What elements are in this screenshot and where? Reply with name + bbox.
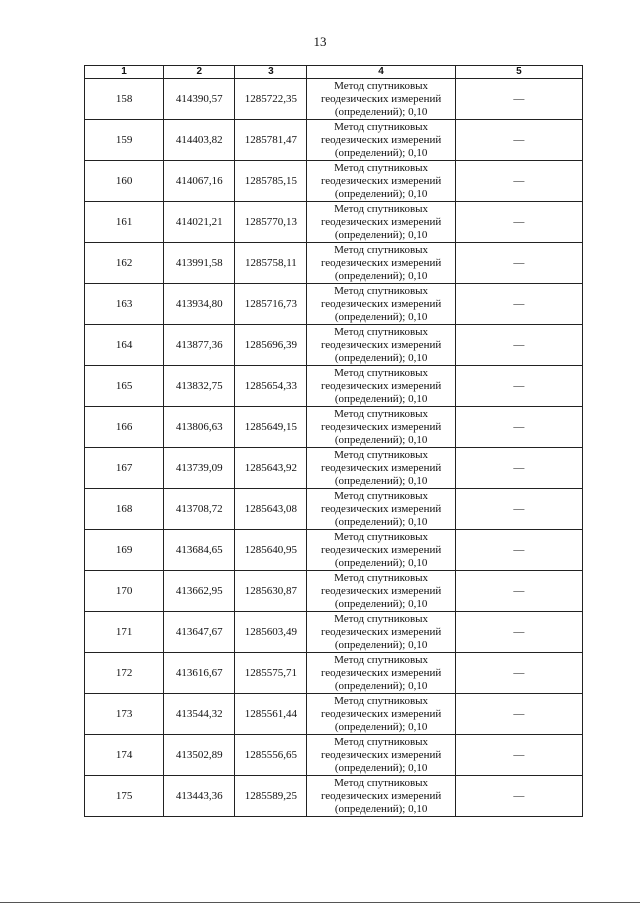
header-col-1: 1 [85,66,164,79]
point-number-cell: 165 [85,366,164,407]
method-cell [307,653,455,694]
y-coordinate-cell: 1285575,71 [235,653,307,694]
method-line: геодезических измерений [320,666,442,679]
x-coordinate-cell: 414403,82 [164,120,235,161]
table-row [85,79,583,120]
method-line: Метод спутниковых [334,694,429,707]
x-coordinate-cell: 413544,32 [164,694,235,735]
empty-value-dash: — [513,749,525,761]
coordinates-table [84,65,583,817]
table-row [85,571,583,612]
x-coordinate-cell: 413832,75 [164,366,235,407]
bottom-edge-line [0,902,640,903]
header-row [85,66,583,79]
table-row [85,202,583,243]
x-coordinate-cell: 413647,67 [164,612,235,653]
col5-cell [455,571,582,612]
y-coordinate-cell: 1285630,87 [235,571,307,612]
empty-value-dash: — [513,503,525,515]
table-row [85,284,583,325]
point-number-cell: 168 [85,489,164,530]
col5-cell [455,202,582,243]
method-line: (определений); 0,10 [334,433,428,446]
x-coordinate-cell: 413662,95 [164,571,235,612]
method-cell [307,79,455,120]
empty-value-dash: — [513,257,525,269]
method-line: (определений); 0,10 [334,556,428,569]
method-line: геодезических измерений [320,338,442,351]
header-col-2: 2 [164,66,235,79]
method-cell [307,571,455,612]
point-number-cell: 166 [85,407,164,448]
method-line: геодезических измерений [320,461,442,474]
method-line: (определений); 0,10 [334,679,428,692]
point-number-cell: 158 [85,79,164,120]
table-body [85,79,583,817]
method-line: геодезических измерений [320,215,442,228]
empty-value-dash: — [513,544,525,556]
col5-cell [455,653,582,694]
method-line: геодезических измерений [320,584,442,597]
col5-cell [455,776,582,817]
header-col-4: 4 [307,66,455,79]
method-line: Метод спутниковых [334,489,429,502]
y-coordinate-cell: 1285770,13 [235,202,307,243]
col5-cell [455,161,582,202]
method-line: (определений); 0,10 [334,515,428,528]
method-line: (определений); 0,10 [334,310,428,323]
table-row [85,530,583,571]
point-number-cell: 162 [85,243,164,284]
table-row [85,366,583,407]
col5-cell [455,448,582,489]
empty-value-dash: — [513,380,525,392]
method-line: геодезических измерений [320,174,442,187]
method-line: Метод спутниковых [334,161,429,174]
method-cell [307,776,455,817]
col5-cell [455,489,582,530]
col5-cell [455,530,582,571]
method-line: (определений); 0,10 [334,228,428,241]
table-row [85,776,583,817]
col5-cell [455,243,582,284]
point-number-cell: 172 [85,653,164,694]
y-coordinate-cell: 1285716,73 [235,284,307,325]
method-cell [307,161,455,202]
x-coordinate-cell: 413739,09 [164,448,235,489]
method-line: Метод спутниковых [334,120,429,133]
method-line: Метод спутниковых [334,776,429,789]
table-row [85,120,583,161]
method-cell [307,694,455,735]
method-line: Метод спутниковых [334,653,429,666]
x-coordinate-cell: 414067,16 [164,161,235,202]
method-line: (определений); 0,10 [334,187,428,200]
method-line: Метод спутниковых [334,79,429,92]
col5-cell [455,79,582,120]
method-cell [307,366,455,407]
y-coordinate-cell: 1285758,11 [235,243,307,284]
method-line: (определений); 0,10 [334,638,428,651]
method-line: (определений); 0,10 [334,720,428,733]
point-number-cell: 171 [85,612,164,653]
y-coordinate-cell: 1285556,65 [235,735,307,776]
y-coordinate-cell: 1285722,35 [235,79,307,120]
method-cell [307,489,455,530]
col5-cell [455,120,582,161]
table-row [85,735,583,776]
table-row [85,407,583,448]
x-coordinate-cell: 414021,21 [164,202,235,243]
table-row [85,653,583,694]
x-coordinate-cell: 413877,36 [164,325,235,366]
method-cell [307,284,455,325]
method-cell [307,448,455,489]
method-line: Метод спутниковых [334,571,429,584]
table-row [85,489,583,530]
empty-value-dash: — [513,93,525,105]
method-line: геодезических измерений [320,707,442,720]
empty-value-dash: — [513,216,525,228]
method-line: Метод спутниковых [334,530,429,543]
method-line: (определений); 0,10 [334,351,428,364]
method-cell [307,120,455,161]
method-cell [307,530,455,571]
empty-value-dash: — [513,585,525,597]
empty-value-dash: — [513,339,525,351]
x-coordinate-cell: 413443,36 [164,776,235,817]
table-row [85,325,583,366]
y-coordinate-cell: 1285696,39 [235,325,307,366]
method-line: (определений); 0,10 [334,392,428,405]
empty-value-dash: — [513,708,525,720]
header-col-5: 5 [455,66,582,79]
x-coordinate-cell: 413684,65 [164,530,235,571]
point-number-cell: 170 [85,571,164,612]
method-line: Метод спутниковых [334,448,429,461]
method-line: геодезических измерений [320,789,442,802]
method-line: Метод спутниковых [334,284,429,297]
col5-cell [455,407,582,448]
point-number-cell: 175 [85,776,164,817]
y-coordinate-cell: 1285561,44 [235,694,307,735]
x-coordinate-cell: 413934,80 [164,284,235,325]
method-cell [307,243,455,284]
y-coordinate-cell: 1285603,49 [235,612,307,653]
y-coordinate-cell: 1285643,92 [235,448,307,489]
y-coordinate-cell: 1285589,25 [235,776,307,817]
table-row [85,612,583,653]
method-line: (определений); 0,10 [334,146,428,159]
method-cell [307,325,455,366]
x-coordinate-cell: 413616,67 [164,653,235,694]
method-line: Метод спутниковых [334,243,429,256]
empty-value-dash: — [513,421,525,433]
method-line: (определений); 0,10 [334,269,428,282]
method-line: (определений); 0,10 [334,597,428,610]
method-line: Метод спутниковых [334,366,429,379]
method-line: геодезических измерений [320,379,442,392]
empty-value-dash: — [513,462,525,474]
point-number-cell: 174 [85,735,164,776]
point-number-cell: 164 [85,325,164,366]
table-row [85,448,583,489]
point-number-cell: 159 [85,120,164,161]
method-line: Метод спутниковых [334,735,429,748]
col5-cell [455,325,582,366]
method-line: геодезических измерений [320,502,442,515]
point-number-cell: 169 [85,530,164,571]
method-line: геодезических измерений [320,748,442,761]
y-coordinate-cell: 1285640,95 [235,530,307,571]
col5-cell [455,735,582,776]
y-coordinate-cell: 1285781,47 [235,120,307,161]
method-line: геодезических измерений [320,297,442,310]
method-cell [307,612,455,653]
table-row [85,694,583,735]
empty-value-dash: — [513,667,525,679]
empty-value-dash: — [513,175,525,187]
method-line: геодезических измерений [320,420,442,433]
col5-cell [455,694,582,735]
col5-cell [455,366,582,407]
method-line: (определений); 0,10 [334,802,428,815]
x-coordinate-cell: 413806,63 [164,407,235,448]
table-row [85,243,583,284]
col5-cell [455,284,582,325]
method-line: Метод спутниковых [334,612,429,625]
method-line: геодезических измерений [320,133,442,146]
col5-cell [455,612,582,653]
point-number-cell: 161 [85,202,164,243]
point-number-cell: 173 [85,694,164,735]
point-number-cell: 163 [85,284,164,325]
empty-value-dash: — [513,298,525,310]
point-number-cell: 167 [85,448,164,489]
method-cell [307,407,455,448]
method-cell [307,202,455,243]
page-number: 13 [313,34,327,49]
point-number-cell: 160 [85,161,164,202]
x-coordinate-cell: 413708,72 [164,489,235,530]
method-line: (определений); 0,10 [334,474,428,487]
method-line: геодезических измерений [320,625,442,638]
table-row [85,161,583,202]
x-coordinate-cell: 414390,57 [164,79,235,120]
method-line: (определений); 0,10 [334,761,428,774]
method-line: Метод спутниковых [334,202,429,215]
y-coordinate-cell: 1285649,15 [235,407,307,448]
x-coordinate-cell: 413991,58 [164,243,235,284]
empty-value-dash: — [513,790,525,802]
method-line: Метод спутниковых [334,325,429,338]
method-line: геодезических измерений [320,256,442,269]
method-line: Метод спутниковых [334,407,429,420]
x-coordinate-cell: 413502,89 [164,735,235,776]
header-col-3: 3 [235,66,307,79]
method-line: геодезических измерений [320,92,442,105]
empty-value-dash: — [513,626,525,638]
method-line: геодезических измерений [320,543,442,556]
method-cell [307,735,455,776]
empty-value-dash: — [513,134,525,146]
method-line: (определений); 0,10 [334,105,428,118]
y-coordinate-cell: 1285643,08 [235,489,307,530]
y-coordinate-cell: 1285785,15 [235,161,307,202]
y-coordinate-cell: 1285654,33 [235,366,307,407]
